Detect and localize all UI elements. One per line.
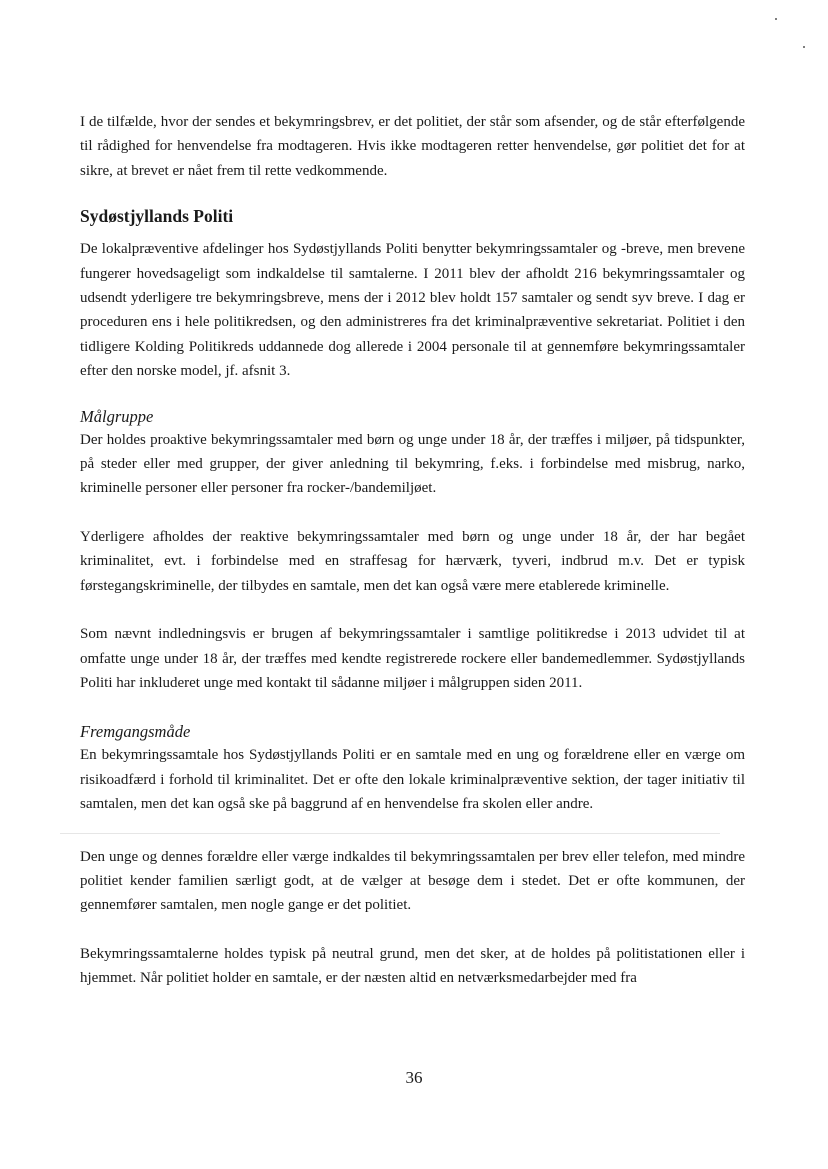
paragraph: Der holdes proaktive bekymringssamtaler med børn og unge under 18 år, der træffes i miljøer, på tidspunkter, på steder eller med grupper, der giver anledning til bekymring, f.eks. i forbindelse med misbrug, narko, kriminelle personer eller personer fra rocker-/bandemiljøet. — [80, 431, 745, 497]
scan-speck — [803, 46, 805, 48]
paragraph: Yderligere afholdes der reaktive bekymringssamtaler med børn og unge under 18 år, der har begået kriminalitet, evt. i forbindelse med en straffesag for hærværk, tyveri, indbrud m.v. Det er typisk førstegangskriminelle, der tilbydes en samtale, men det kan også være mere etablerede kriminelle. — [80, 528, 745, 594]
paragraph: Bekymringssamtalerne holdes typisk på neutral grund, men det sker, at de holdes på politistationen eller i hjemmet. Når politiet holder en samtale, er der næsten altid en netværksmedarbejder med fra — [80, 945, 745, 987]
section-paragraph: De lokalpræventive afdelinger hos Sydøstjyllands Politi benytter bekymringssamtaler og -breve, men brevene fungerer hovedsageligt som indkaldelse til samtalerne. I 2011 blev der afholdt 216 bekymringssamtaler og udsendt yderligere tre bekymringsbreve, mens der i 2012 blev holdt 157 samtaler og sendt syv breve. I dag er proceduren ens i hele politikredsen, og den administreres fra det kriminalpræventive sekretariat. Politiet i den tidligere Kolding Politikreds uddannede dog allerede i 2004 personale til at gennemføre bekymringssamtaler efter den norske model, jf. afsnit 3. — [80, 241, 745, 380]
paragraph: En bekymringssamtale hos Sydøstjyllands Politi er en samtale med en ung og forældrene eller en værge om risikoadfærd i forhold til kriminalitet. Det er ofte den lokale kriminalpræventive sektion, der tager initiativ til samtalen, men det kan også ske på baggrund af en henvendelse fra skolen eller andre. — [80, 747, 745, 813]
paragraph: Den unge og dennes forældre eller værge indkaldes til bekymringssamtalen per brev eller telefon, med mindre politiet kender familien særligt godt, at de vælger at besøge dem i stedet. Det er ofte kommunen, der gennemfører samtalen, men nogle gange er det politiet. — [80, 848, 745, 914]
page-number: 36 — [405, 1068, 423, 1087]
subheading-fremgangsmaade: Fremgangsmåde — [80, 722, 191, 742]
intro-paragraph: I de tilfælde, hvor der sendes et bekymringsbrev, er det politiet, der står som afsender, og de står efterfølgende til rådighed for henvendelse fra modtageren. Hvis ikke modtageren retter henvendelse, gør politiet det for at sikre, at brevet er nået frem til rette vedkommende. — [80, 114, 745, 179]
body-text — [80, 110, 745, 991]
subheading-maalgruppe: Målgruppe — [80, 406, 154, 426]
section-heading: Sydøstjyllands Politi — [80, 206, 234, 227]
paragraph: Som nævnt indledningsvis er brugen af bekymringssamtaler i samtlige politikredse i 2013 udvidet til at omfatte unge under 18 år, der træffes med kendte registrerede rockere eller bandemedlemmer. Sydøstjyllands Politi har inkluderet unge med kontakt til sådanne miljøer i målgruppen siden 2011. — [80, 626, 745, 691]
scan-speck — [775, 18, 777, 20]
